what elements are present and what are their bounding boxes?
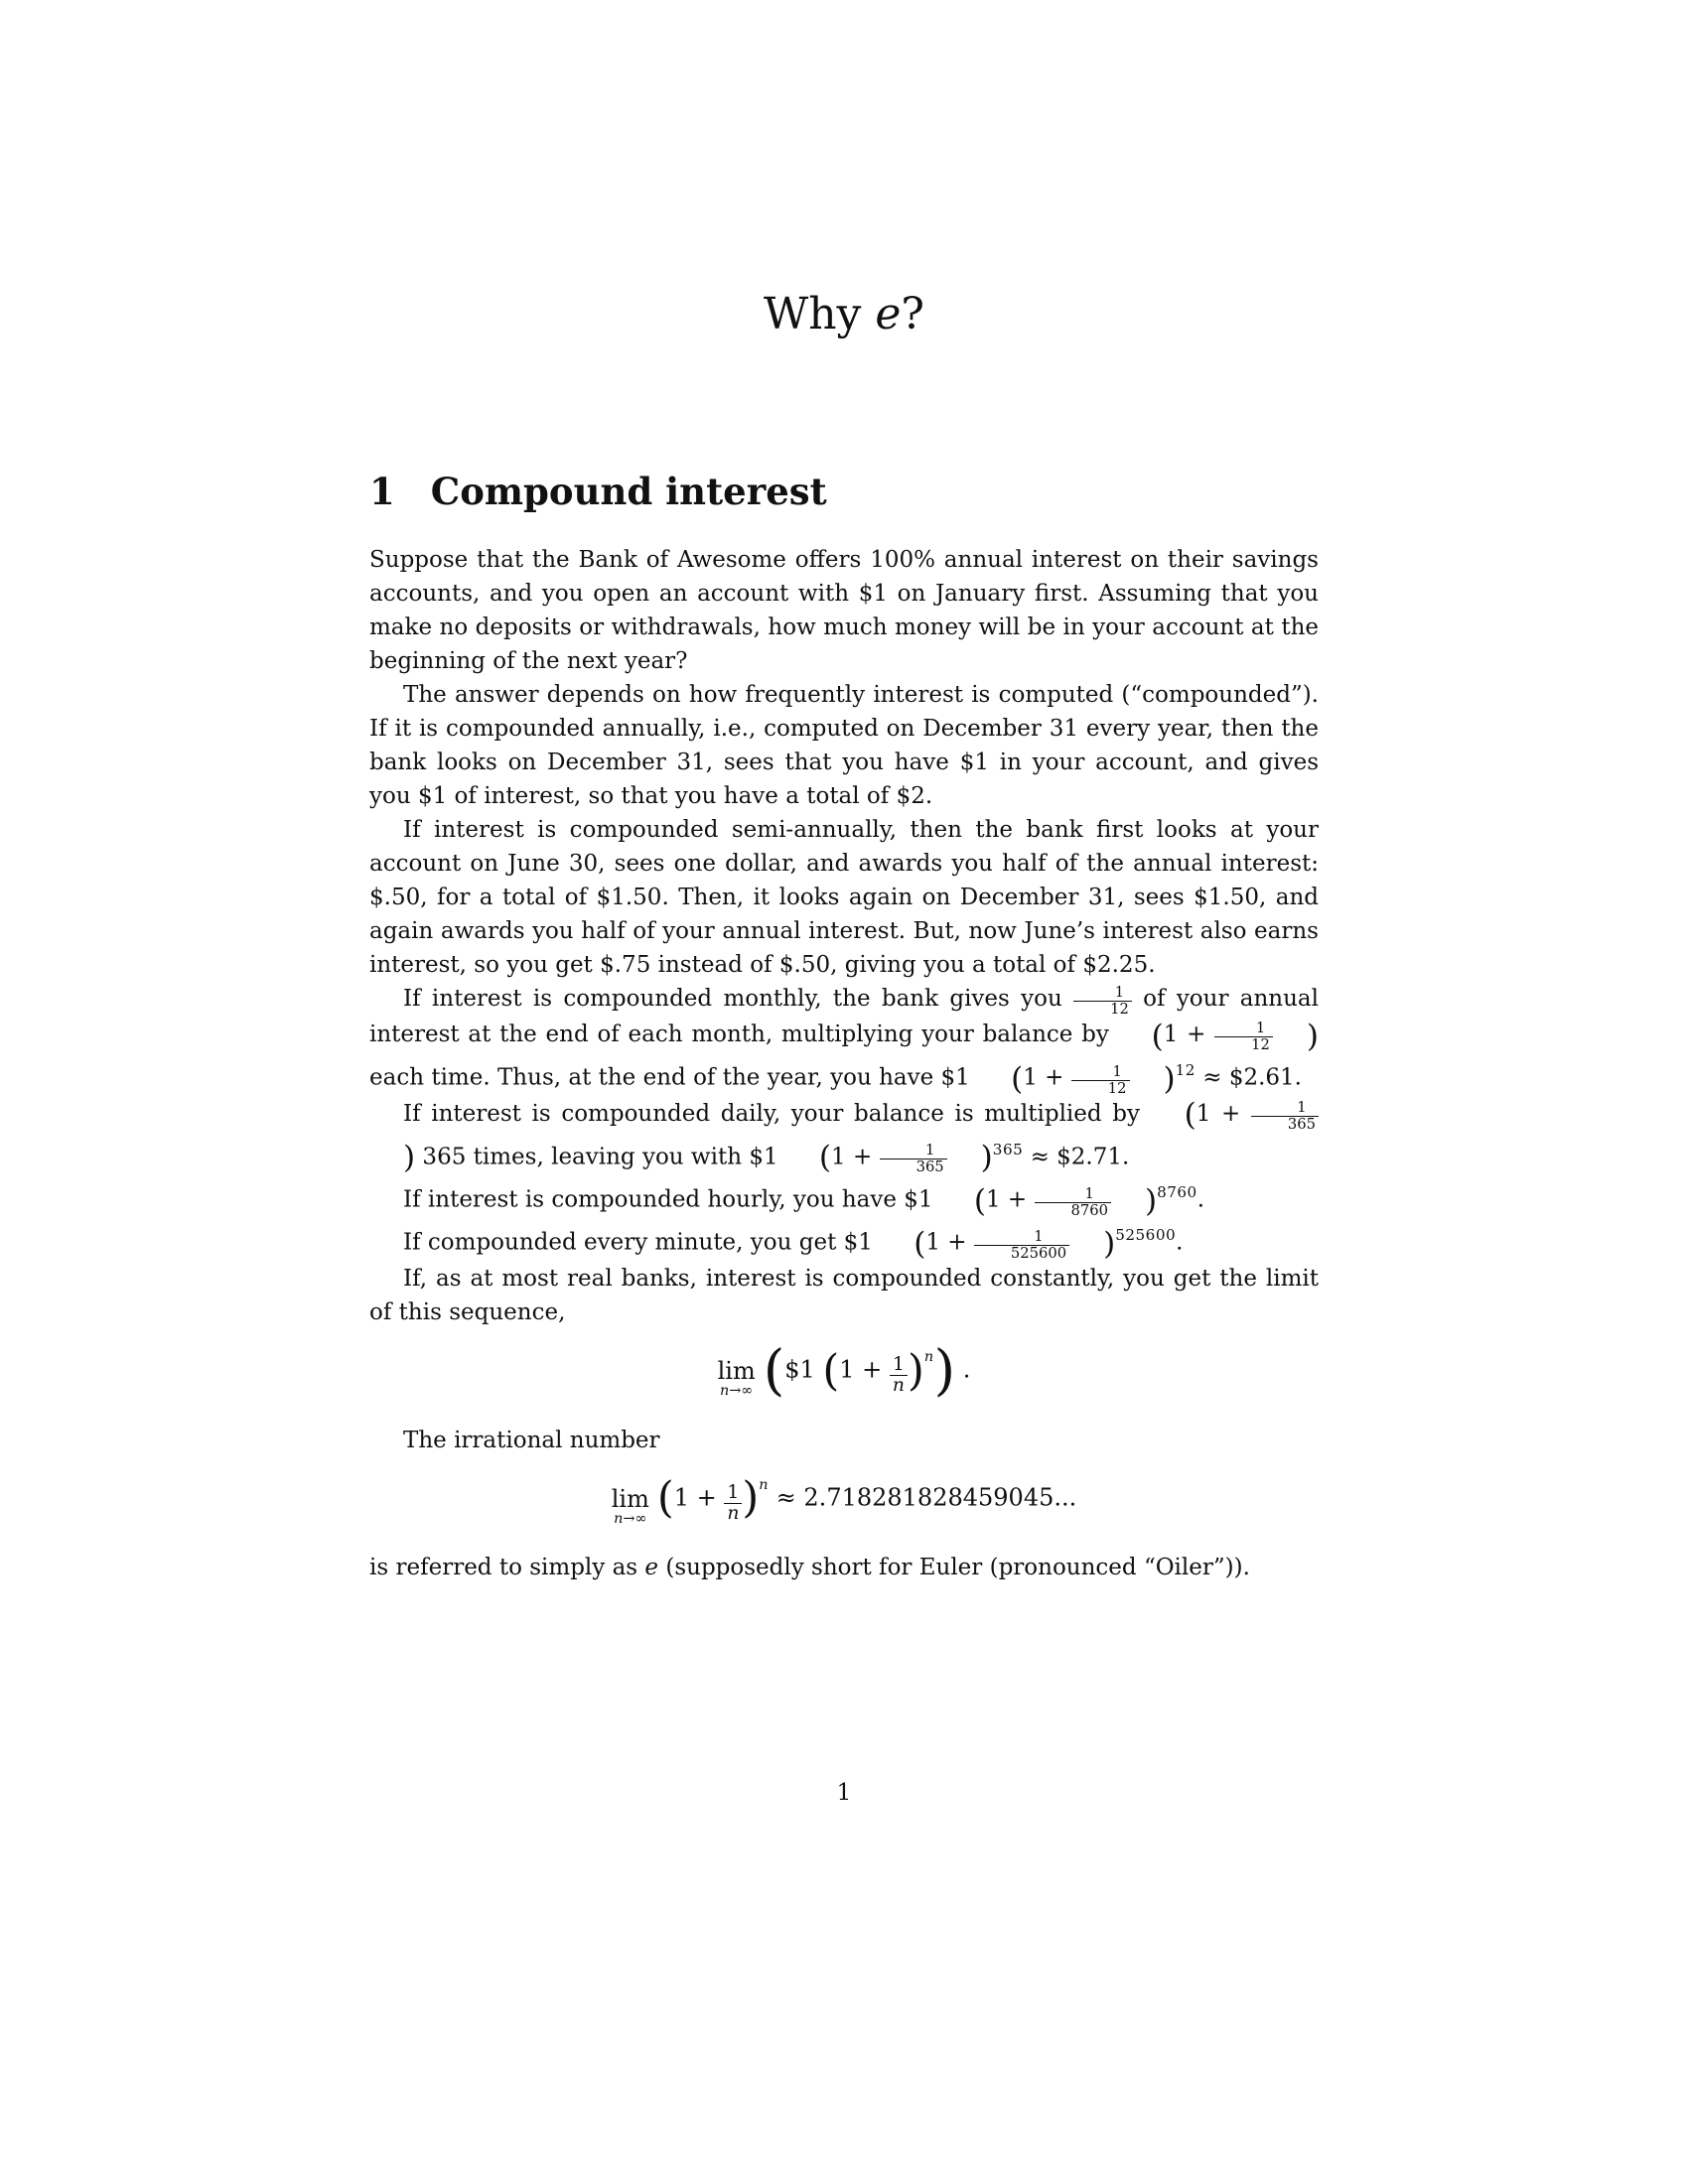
numerator: 1: [1297, 1098, 1307, 1116]
parenthesis: (: [1184, 1096, 1196, 1133]
content-column: [369, 0, 1319, 1584]
numerator: 1: [924, 1142, 935, 1160]
parenthesis: ): [403, 1140, 416, 1176]
text-run: each time. Thus, at the end of the year, you have $1: [369, 1064, 978, 1091]
lim-label: lim: [717, 1357, 756, 1386]
text-run: 1 +: [1023, 1064, 1071, 1091]
parenthesis: ): [1163, 1061, 1176, 1097]
text-run: Why: [763, 289, 876, 340]
parenthesis: (: [763, 1338, 785, 1403]
text-run: If compounded every minute, you get $1: [403, 1229, 881, 1256]
exponent: n: [923, 1348, 934, 1365]
exponent: 12: [1175, 1061, 1196, 1080]
display-equation: [369, 1473, 1319, 1528]
fraction: [890, 1355, 908, 1396]
fraction: [1073, 985, 1132, 1018]
paragraph: [369, 678, 1319, 813]
section-number: 1: [369, 469, 395, 513]
numerator: 1: [1114, 984, 1125, 1002]
body-text: [369, 543, 1319, 1584]
parenthesis: (: [973, 1182, 986, 1219]
paragraph: [369, 813, 1319, 982]
lim-subscript: n→∞: [614, 1511, 647, 1528]
fraction: [974, 1229, 1069, 1262]
text-run: 1 +: [1196, 1100, 1251, 1127]
fraction: [724, 1483, 742, 1524]
parenthesis: ): [742, 1473, 760, 1524]
section-title: Compound interest: [430, 469, 827, 513]
parenthesis: (: [914, 1226, 926, 1263]
parenthesis: (: [818, 1140, 832, 1176]
page-number: 1: [836, 1780, 852, 1806]
numerator: 1: [892, 1354, 905, 1376]
text-run: 1 +: [831, 1144, 880, 1170]
numerator: 1: [1034, 1228, 1044, 1246]
text-run: 1 +: [985, 1186, 1035, 1213]
math-variable: e: [875, 289, 902, 340]
text-run: ≈ $2.61.: [1195, 1064, 1302, 1091]
text-run: If interest is compounded monthly, the bank gives you: [403, 986, 1074, 1013]
parenthesis: ): [980, 1140, 993, 1176]
text-run: ≈ 2.718281828459045...: [769, 1483, 1077, 1512]
fraction: [1214, 1021, 1273, 1053]
parenthesis: (: [1011, 1061, 1024, 1097]
text-run: is referred to simply as: [369, 1555, 645, 1581]
text-run: 1 +: [1163, 1022, 1215, 1048]
text-run: 1 +: [673, 1483, 725, 1512]
text-run: 1 +: [925, 1229, 974, 1256]
exponent: n: [759, 1476, 770, 1493]
parenthesis: ): [1306, 1018, 1319, 1054]
parenthesis: ): [1144, 1182, 1158, 1219]
denominator: 525600: [974, 1245, 1069, 1262]
text-run: If interest is compounded daily, your balance is multiplied by: [403, 1100, 1151, 1127]
text-run: .: [1176, 1229, 1184, 1256]
text-run: 365 times, leaving you with $1: [415, 1144, 785, 1170]
parenthesis: ): [1103, 1226, 1116, 1263]
paragraph: [369, 982, 1319, 1096]
exponent: 365: [992, 1140, 1024, 1159]
text-run: .: [955, 1355, 971, 1384]
denominator: 12: [1214, 1036, 1273, 1053]
paragraph: [369, 543, 1319, 678]
text-run: .: [1196, 1186, 1205, 1213]
display-equation: [369, 1338, 1319, 1403]
paragraph: [369, 1424, 1319, 1457]
paragraph: [369, 1218, 1319, 1261]
exponent: 525600: [1115, 1226, 1177, 1245]
fraction: [1035, 1186, 1111, 1219]
text-run: (supposedly short for Euler (pronounced “Oiler”)).: [658, 1555, 1250, 1581]
parenthesis: (: [1151, 1018, 1164, 1054]
denominator: 8760: [1035, 1202, 1111, 1219]
parenthesis: ): [907, 1345, 924, 1396]
paragraph: [369, 1175, 1319, 1218]
text-run: 1 +: [839, 1355, 890, 1384]
text-run: ?: [901, 289, 925, 340]
exponent: 8760: [1157, 1183, 1197, 1202]
text-run: ≈ $2.71.: [1023, 1144, 1130, 1170]
denominator: 12: [1073, 1001, 1132, 1018]
parenthesis: (: [656, 1473, 674, 1524]
fraction: [1251, 1100, 1319, 1133]
parenthesis: (: [822, 1345, 840, 1396]
text-run: of your annual interest at the end of each month, multiplying your balance by: [369, 986, 1319, 1048]
denominator: 365: [880, 1159, 947, 1175]
limit-operator: [611, 1484, 649, 1528]
text-run: If interest is compounded semi-annually, then the bank first looks at your account on June 30, sees one dollar, and awards you half of the annual interest: $.50, for a total of $1.50. Then, it looks again on December 31, sees $1.50, and again awards you half of your annual interest. But, now June’s interest also earns interest, so you get $.75 instead of $.50, giving you a total of $2.25.: [369, 817, 1319, 979]
paragraph: [369, 1262, 1319, 1329]
lim-label: lim: [611, 1484, 649, 1513]
numerator: 1: [1255, 1020, 1266, 1037]
denominator: 365: [1251, 1116, 1319, 1133]
paragraph: [369, 1551, 1319, 1584]
text-run: If, as at most real banks, interest is compounded constantly, you get the limit of this sequence,: [369, 1265, 1319, 1325]
section-heading: [369, 469, 1319, 513]
fraction: [1071, 1064, 1130, 1097]
numerator: 1: [1112, 1062, 1122, 1080]
text-run: If interest is compounded hourly, you have $1: [403, 1186, 940, 1213]
denominator: 12: [1071, 1080, 1130, 1097]
text-run: $1: [784, 1355, 823, 1384]
numerator: 1: [727, 1481, 740, 1503]
numerator: 1: [1084, 1184, 1094, 1202]
paragraph: [369, 1097, 1319, 1175]
text-run: The irrational number: [403, 1427, 660, 1453]
math-variable: e: [644, 1555, 659, 1581]
text-run: The answer depends on how frequently interest is computed (“compounded”). If it is compounded annually, i.e., computed on December 31 every year, then the bank looks on December 31, sees that you have $1 in your account, and gives you $1 of interest, so that you have a total of $2.: [369, 682, 1319, 810]
denominator: n: [890, 1375, 908, 1396]
denominator: n: [724, 1503, 742, 1524]
parenthesis: ): [933, 1338, 956, 1403]
document-title: [369, 290, 1319, 341]
text-run: Suppose that the Bank of Awesome offers 100% annual interest on their savings accounts, and you open an account with $1 on January first. Assuming that you make no deposits or withdrawals, how much money will be in your account at the beginning of the next year?: [369, 547, 1319, 675]
limit-operator: [718, 1359, 756, 1399]
lim-subscript: n→∞: [719, 1383, 754, 1400]
fraction: [880, 1143, 947, 1175]
